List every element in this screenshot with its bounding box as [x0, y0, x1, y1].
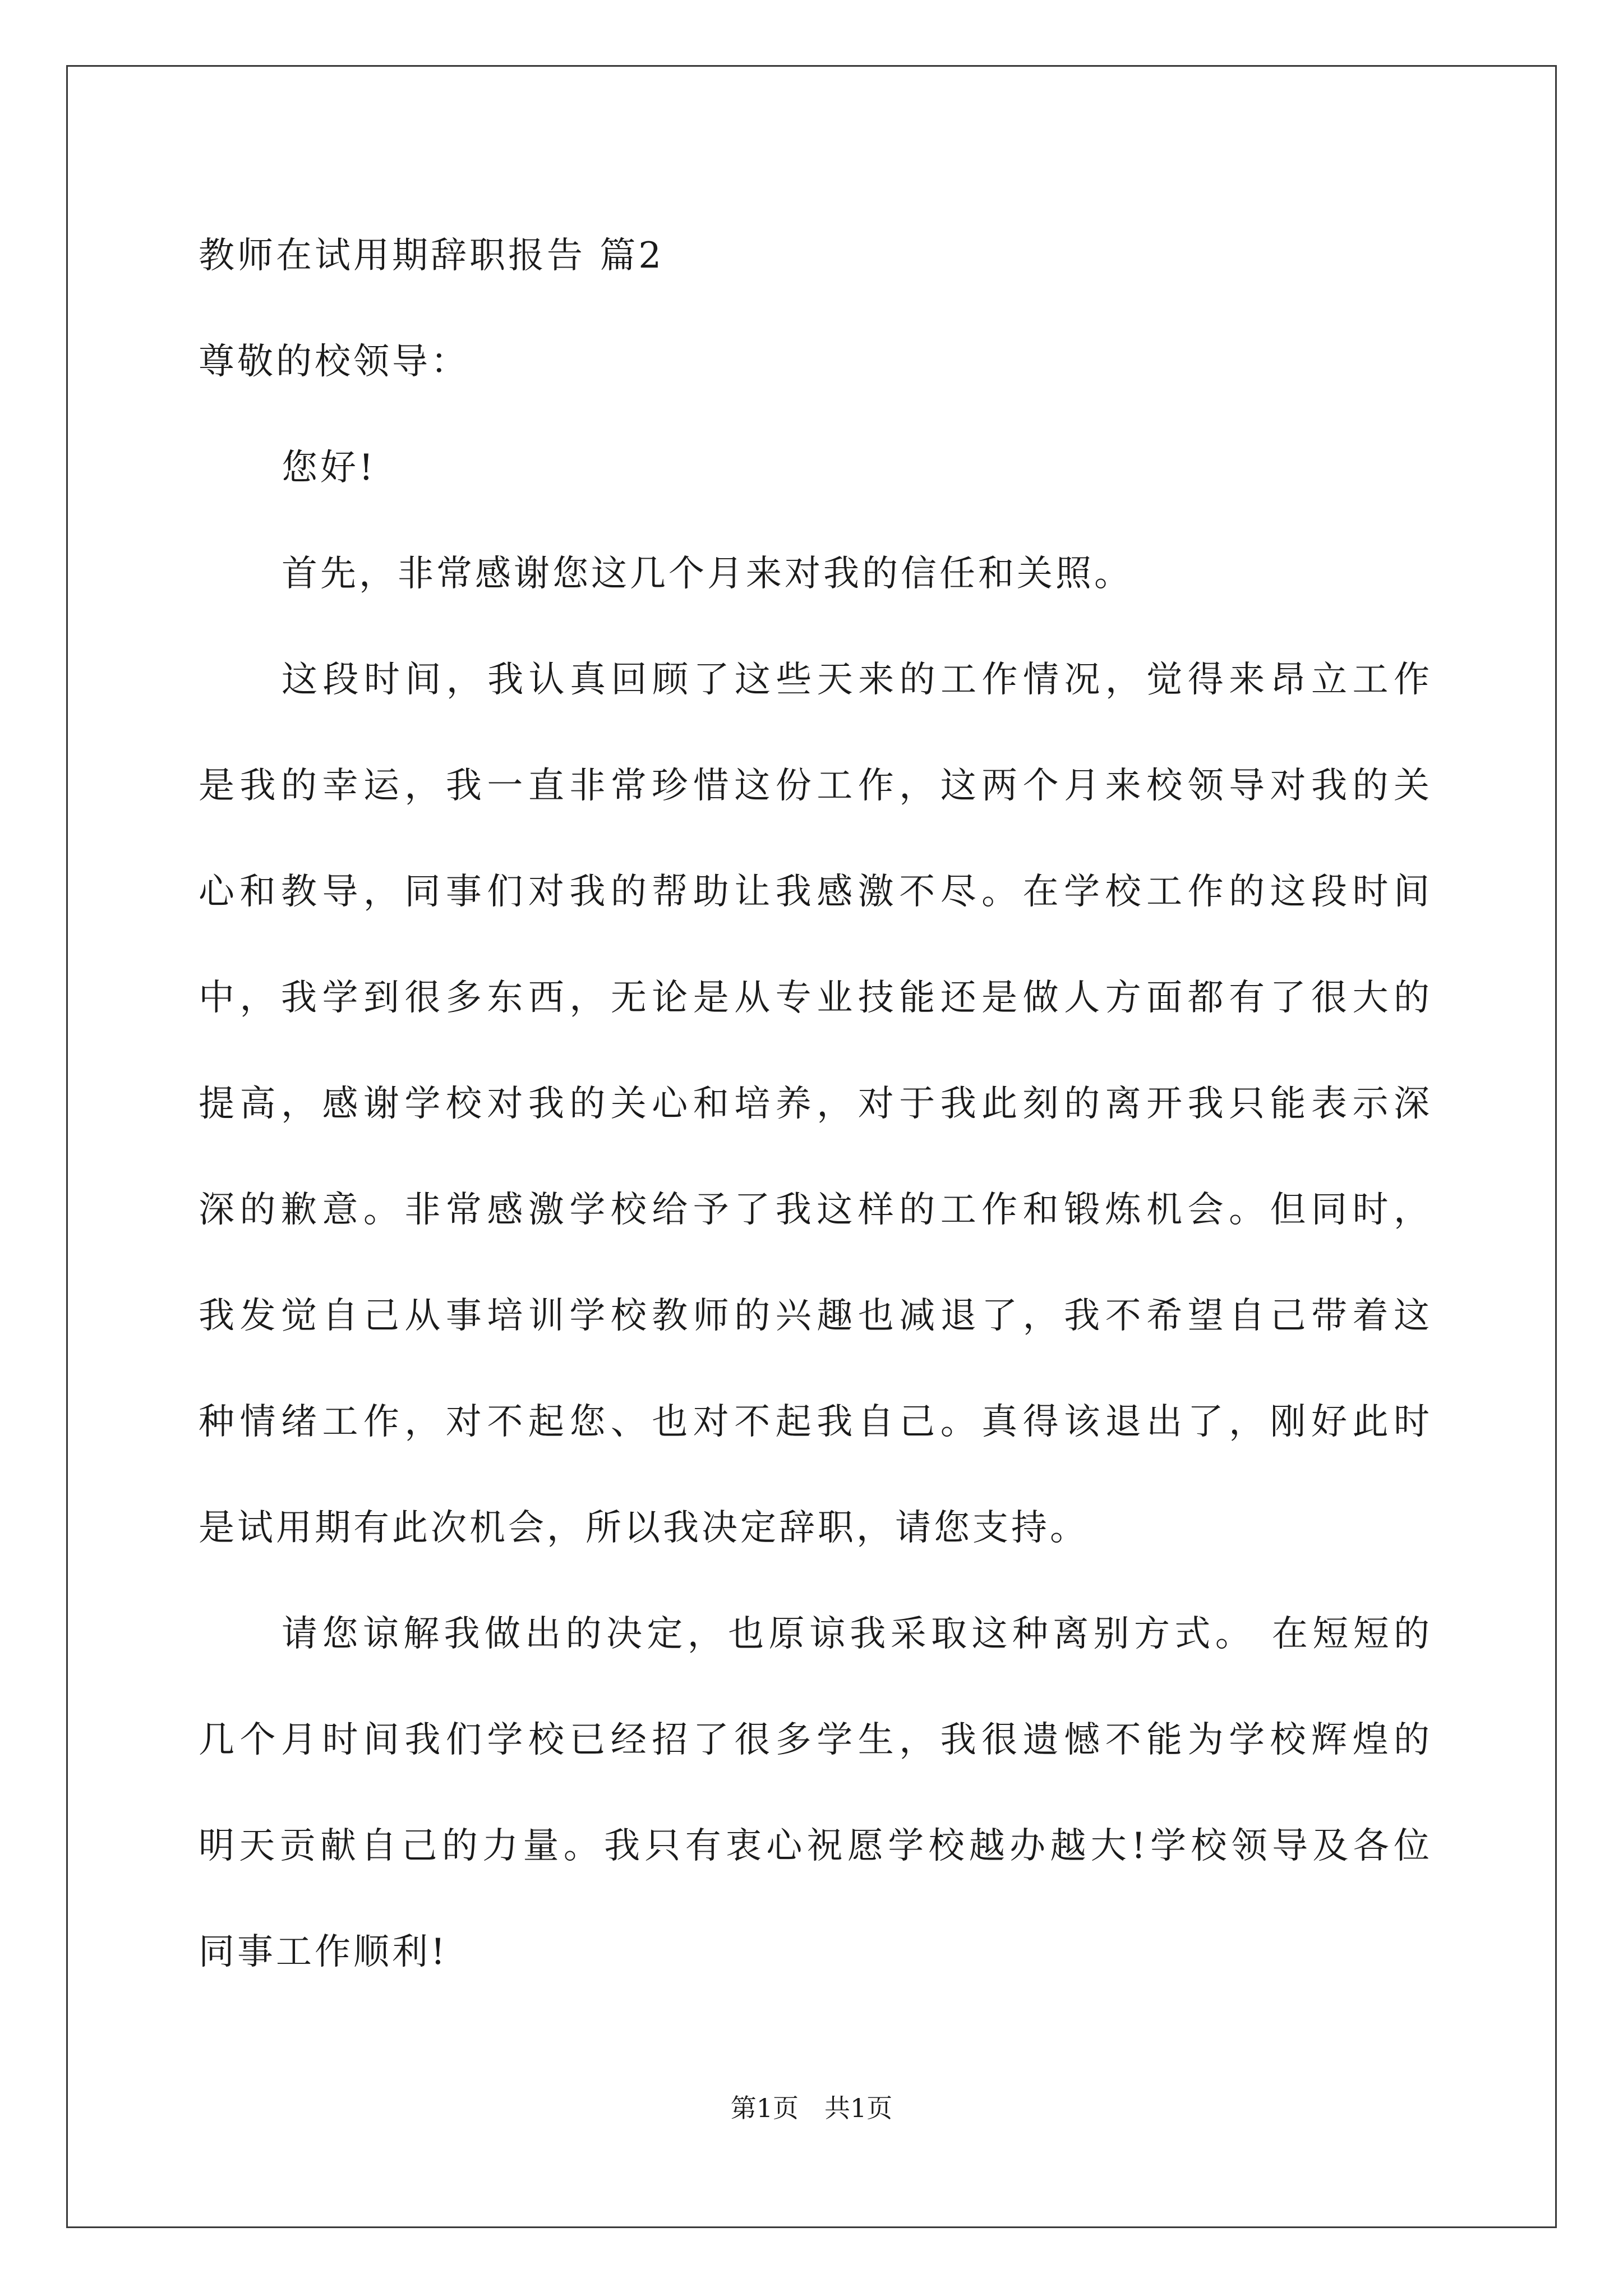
paragraph-2-line: 这段时间，我认真回顾了这些天来的工作情况，觉得来昂立工作 [282, 659, 1432, 701]
document-body [199, 203, 1432, 2005]
paragraph-2-line: 深的歉意。非常感激学校给予了我这样的工作和锻炼机会。但同时， [199, 1189, 1432, 1231]
paragraph-2-line: 种情绪工作，对不起您、也对不起我自己。真得该退出了，刚好此时 [199, 1401, 1432, 1443]
paragraph-3-line: 同事工作顺利! [199, 1931, 448, 1973]
document-title: 教师在试用期辞职报告 篇2 [199, 235, 665, 277]
paragraph-2-line: 提高，感谢学校对我的关心和培养，对于我此刻的离开我只能表示深 [199, 1083, 1432, 1125]
paragraph-3-line: 请您谅解我做出的决定，也原谅我采取这种离别方式。 在短短的 [282, 1613, 1432, 1655]
paragraph-3-line: 明天贡献自己的力量。我只有衷心祝愿学校越办越大!学校领导及各位 [199, 1825, 1432, 1867]
paragraph-2-line: 是我的幸运，我一直非常珍惜这份工作，这两个月来校领导对我的关 [199, 765, 1432, 807]
paragraph-1: 首先，非常感谢您这几个月来对我的信任和关照。 [282, 553, 1133, 595]
paragraph-2-line: 是试用期有此次机会，所以我决定辞职，请您支持。 [199, 1507, 1089, 1549]
greeting: 您好! [282, 447, 376, 489]
paragraph-3-line: 几个月时间我们学校已经招了很多学生，我很遗憾不能为学校辉煌的 [199, 1719, 1432, 1761]
paragraph-2-line: 心和教导，同事们对我的帮助让我感激不尽。在学校工作的这段时间 [199, 871, 1432, 913]
paragraph-2-line: 我发觉自己从事培训学校教师的兴趣也减退了，我不希望自己带着这 [199, 1295, 1432, 1337]
paragraph-2-line: 中，我学到很多东西，无论是从专业技能还是做人方面都有了很大的 [199, 977, 1432, 1019]
page-number: 第1页 [730, 2093, 799, 2123]
page-footer [0, 2091, 1623, 2125]
salutation: 尊敬的校领导： [199, 341, 469, 383]
total-pages: 共1页 [824, 2093, 893, 2123]
